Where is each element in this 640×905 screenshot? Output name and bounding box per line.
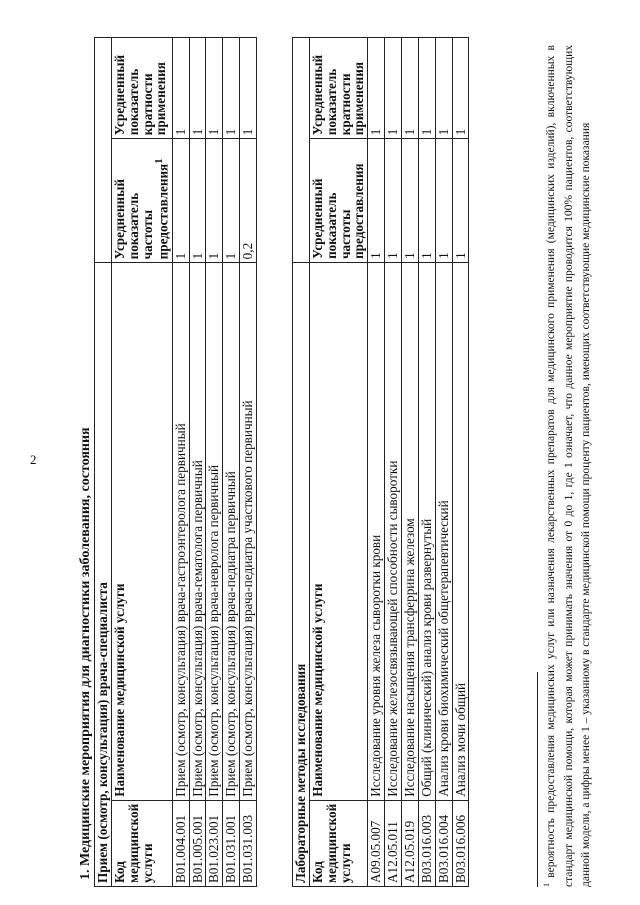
cell-name: Прием (осмотр, консультация) врача-невролога первичный bbox=[206, 263, 223, 800]
cell-name: Исследование железосвязывающей способности сыворотки bbox=[385, 262, 402, 800]
table-row bbox=[206, 38, 223, 887]
cell-code: A12.05.019 bbox=[402, 800, 419, 886]
cell-name: Анализ мочи общий bbox=[452, 262, 469, 800]
table-section-row bbox=[95, 38, 112, 887]
footnote bbox=[541, 45, 596, 887]
cell-name: Анализ крови биохимический общетерапевтический bbox=[435, 262, 452, 800]
cell-multiplicity: 1 bbox=[172, 38, 189, 139]
cell-code: A09.05.007 bbox=[368, 800, 385, 886]
header-frequency: Усредненный показатель частоты предоставления bbox=[309, 139, 367, 263]
cell-multiplicity: 1 bbox=[240, 38, 257, 139]
cell-frequency: 1 bbox=[189, 139, 206, 263]
page-number: 2 bbox=[30, 452, 37, 467]
lab-table bbox=[292, 37, 469, 887]
table-row bbox=[240, 38, 257, 887]
footnote-text: вероятность предоставления медицинских услуг или назначения лекарственных препаратов для медицинского применения (медицинских изделий), включенных в стандарт медицинской помощи, которая может принимать значения от 0 до 1, где 1 означает, что данное мероприятие проводится 100% пациентов, соответствующих данной модели, а цифры менее 1 – указанному в стандарте медицинской помощи проценту пациентов, имеющих соответствующие медицинские показания bbox=[544, 45, 593, 887]
cell-frequency: 1 bbox=[206, 139, 223, 263]
cell-frequency: 1 bbox=[435, 139, 452, 263]
cell-multiplicity: 1 bbox=[402, 38, 419, 139]
cell-code: B03.016.003 bbox=[418, 800, 435, 886]
cell-frequency: 1 bbox=[385, 139, 402, 263]
cell-frequency: 1 bbox=[402, 139, 419, 263]
cell-multiplicity: 1 bbox=[206, 38, 223, 139]
table-row bbox=[385, 38, 402, 887]
cell-name: Общий (клинический) анализ крови развернутый bbox=[418, 262, 435, 800]
table-row bbox=[368, 38, 385, 887]
cell-multiplicity: 1 bbox=[435, 38, 452, 139]
cell-name: Прием (осмотр, консультация) врача-педиатра первичный bbox=[223, 263, 240, 800]
section-row-filler bbox=[95, 38, 112, 263]
cell-frequency: 0,2 bbox=[240, 139, 257, 263]
cell-name: Прием (осмотр, консультация) врача-педиатра участкового первичный bbox=[240, 263, 257, 800]
cell-code: B01.004.001 bbox=[172, 800, 189, 886]
cell-code: A12.05.011 bbox=[385, 800, 402, 886]
cell-code: B03.016.006 bbox=[452, 800, 469, 886]
consultations-rows bbox=[172, 38, 256, 887]
table-row bbox=[402, 38, 419, 887]
cell-name: Прием (осмотр, консультация) врача-гематолога первичный bbox=[189, 263, 206, 800]
cell-name: Прием (осмотр, консультация) врача-гастроэнтеролога первичный bbox=[172, 263, 189, 800]
table-row bbox=[435, 38, 452, 887]
consultations-table bbox=[94, 37, 257, 887]
footnote-ref: 1 bbox=[153, 158, 166, 164]
cell-code: B03.016.004 bbox=[435, 800, 452, 886]
consultations-section-label: Прием (осмотр, консультация) врача-специалиста bbox=[95, 263, 112, 887]
header-name: Наименование медицинской услуги bbox=[111, 263, 172, 800]
lab-rows bbox=[368, 38, 469, 887]
header-code: Код медицинской услуги bbox=[111, 800, 172, 886]
footnote-divider bbox=[537, 672, 538, 887]
section-title: 1. Медицинские мероприятия для диагностики заболевания, состояния bbox=[78, 427, 93, 880]
cell-name: Исследование уровня железа сыворотки крови bbox=[368, 262, 385, 800]
section-row-filler bbox=[293, 38, 310, 263]
cell-code: B01.031.003 bbox=[240, 800, 257, 886]
cell-frequency: 1 bbox=[452, 139, 469, 263]
header-frequency bbox=[111, 139, 172, 263]
cell-multiplicity: 1 bbox=[452, 38, 469, 139]
cell-code: B01.031.001 bbox=[223, 800, 240, 886]
cell-multiplicity: 1 bbox=[189, 38, 206, 139]
cell-code: B01.005.001 bbox=[189, 800, 206, 886]
cell-frequency: 1 bbox=[418, 139, 435, 263]
cell-multiplicity: 1 bbox=[368, 38, 385, 139]
cell-frequency: 1 bbox=[368, 139, 385, 263]
cell-code: B01.023.001 bbox=[206, 800, 223, 886]
table-section-row bbox=[293, 38, 310, 887]
header-frequency-text: Усредненный показатель частоты предоставления bbox=[111, 163, 171, 260]
header-multiplicity: Усредненный показатель кратности применения bbox=[111, 38, 172, 139]
header-name: Наименование медицинской услуги bbox=[309, 262, 367, 800]
lab-section-label: Лабораторные методы исследования bbox=[293, 262, 310, 886]
header-code: Код медицинской услуги bbox=[309, 800, 367, 886]
table-header-row bbox=[309, 38, 367, 887]
cell-multiplicity: 1 bbox=[223, 38, 240, 139]
table-row bbox=[223, 38, 240, 887]
cell-multiplicity: 1 bbox=[418, 38, 435, 139]
table-header-row bbox=[111, 38, 172, 887]
table-row bbox=[189, 38, 206, 887]
table-row bbox=[172, 38, 189, 887]
cell-name: Исследование насыщения трансферрина железом bbox=[402, 262, 419, 800]
header-multiplicity: Усредненный показатель кратности применения bbox=[309, 38, 367, 139]
cell-frequency: 1 bbox=[223, 139, 240, 263]
footnote-mark: 1 bbox=[542, 883, 551, 887]
cell-multiplicity: 1 bbox=[385, 38, 402, 139]
table-row bbox=[452, 38, 469, 887]
table-row bbox=[418, 38, 435, 887]
cell-frequency: 1 bbox=[172, 139, 189, 263]
